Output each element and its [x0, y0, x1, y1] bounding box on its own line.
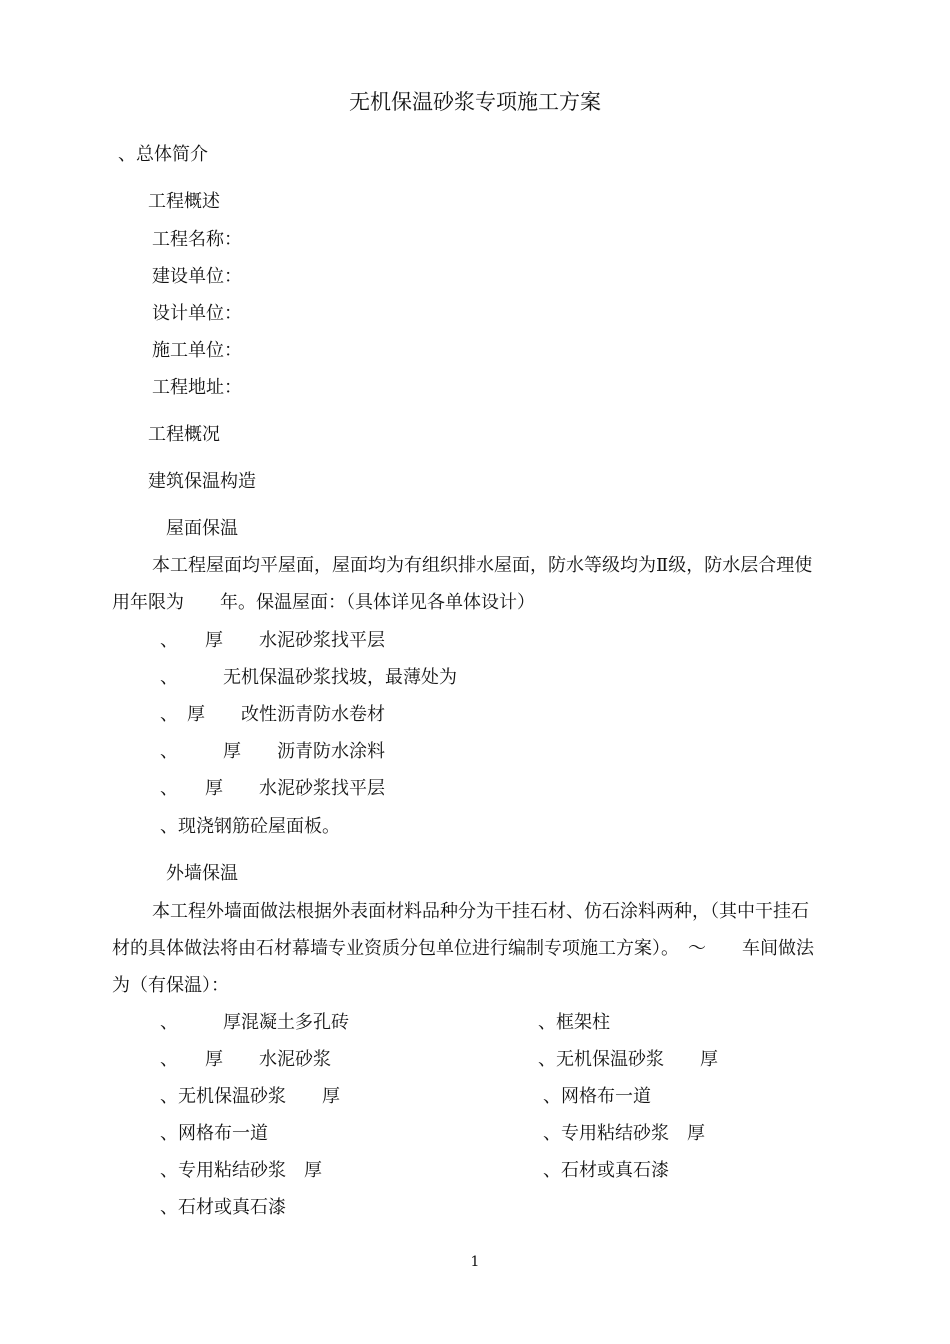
wall-right-item: 、石材或真石漆 — [543, 1160, 669, 1181]
wall-left-item: 、 厚混凝土多孔砖 — [160, 1012, 349, 1033]
wall-right-item: 、无机保温砂浆 厚 — [538, 1049, 718, 1070]
wall-paragraph-line-3: 为（有保温）： — [112, 975, 229, 996]
field-project-name: 工程名称： — [152, 229, 242, 250]
roof-paragraph-line-1: 本工程屋面均平屋面，屋面均为有组织排水屋面，防水等级均为Ⅱ级，防水层合理使 — [152, 555, 813, 576]
wall-left-item: 、 厚 水泥砂浆 — [160, 1049, 331, 1070]
subheading-project-overview: 工程概述 — [148, 191, 220, 212]
subheading-roof-insulation: 屋面保温 — [166, 518, 238, 539]
wall-paragraph-line-1: 本工程外墙面做法根据外表面材料品种分为干挂石材、仿石涂料两种，（其中干挂石 — [152, 901, 809, 922]
subheading-project-situation: 工程概况 — [148, 424, 220, 445]
roof-layer-item: 、 厚 改性沥青防水卷材 — [160, 704, 385, 725]
wall-right-item: 、专用粘结砂浆 厚 — [543, 1123, 705, 1144]
subheading-insulation-structure: 建筑保温构造 — [148, 471, 256, 492]
roof-layer-item: 、 厚 沥青防水涂料 — [160, 741, 385, 762]
wall-right-item: 、框架柱 — [538, 1012, 610, 1033]
roof-layer-item: 、现浇钢筋砼屋面板。 — [160, 816, 340, 837]
roof-layer-item: 、 无机保温砂浆找坡，最薄处为 — [160, 667, 457, 688]
wall-paragraph-line-2: 材的具体做法将由石材幕墙专业资质分包单位进行编制专项施工方案）。 ～ 车间做法 — [112, 938, 814, 959]
field-designer: 设计单位： — [152, 303, 242, 324]
field-address: 工程地址： — [152, 377, 242, 398]
field-builder: 建设单位： — [152, 266, 242, 287]
section-heading-overview: 、总体简介 — [118, 144, 208, 165]
roof-layer-item: 、 厚 水泥砂浆找平层 — [160, 778, 385, 799]
field-contractor: 施工单位： — [152, 340, 242, 361]
document-title: 无机保温砂浆专项施工方案 — [349, 90, 601, 114]
wall-left-item: 、专用粘结砂浆 厚 — [160, 1160, 322, 1181]
roof-paragraph-line-2: 用年限为 年。保温屋面：（具体详见各单体设计） — [112, 592, 535, 613]
subheading-wall-insulation: 外墙保温 — [166, 863, 238, 884]
wall-right-item: 、网格布一道 — [543, 1086, 651, 1107]
page-number: 1 — [470, 1254, 480, 1270]
wall-left-item: 、石材或真石漆 — [160, 1197, 286, 1218]
wall-left-item: 、网格布一道 — [160, 1123, 268, 1144]
wall-left-item: 、无机保温砂浆 厚 — [160, 1086, 340, 1107]
roof-layer-item: 、 厚 水泥砂浆找平层 — [160, 630, 385, 651]
